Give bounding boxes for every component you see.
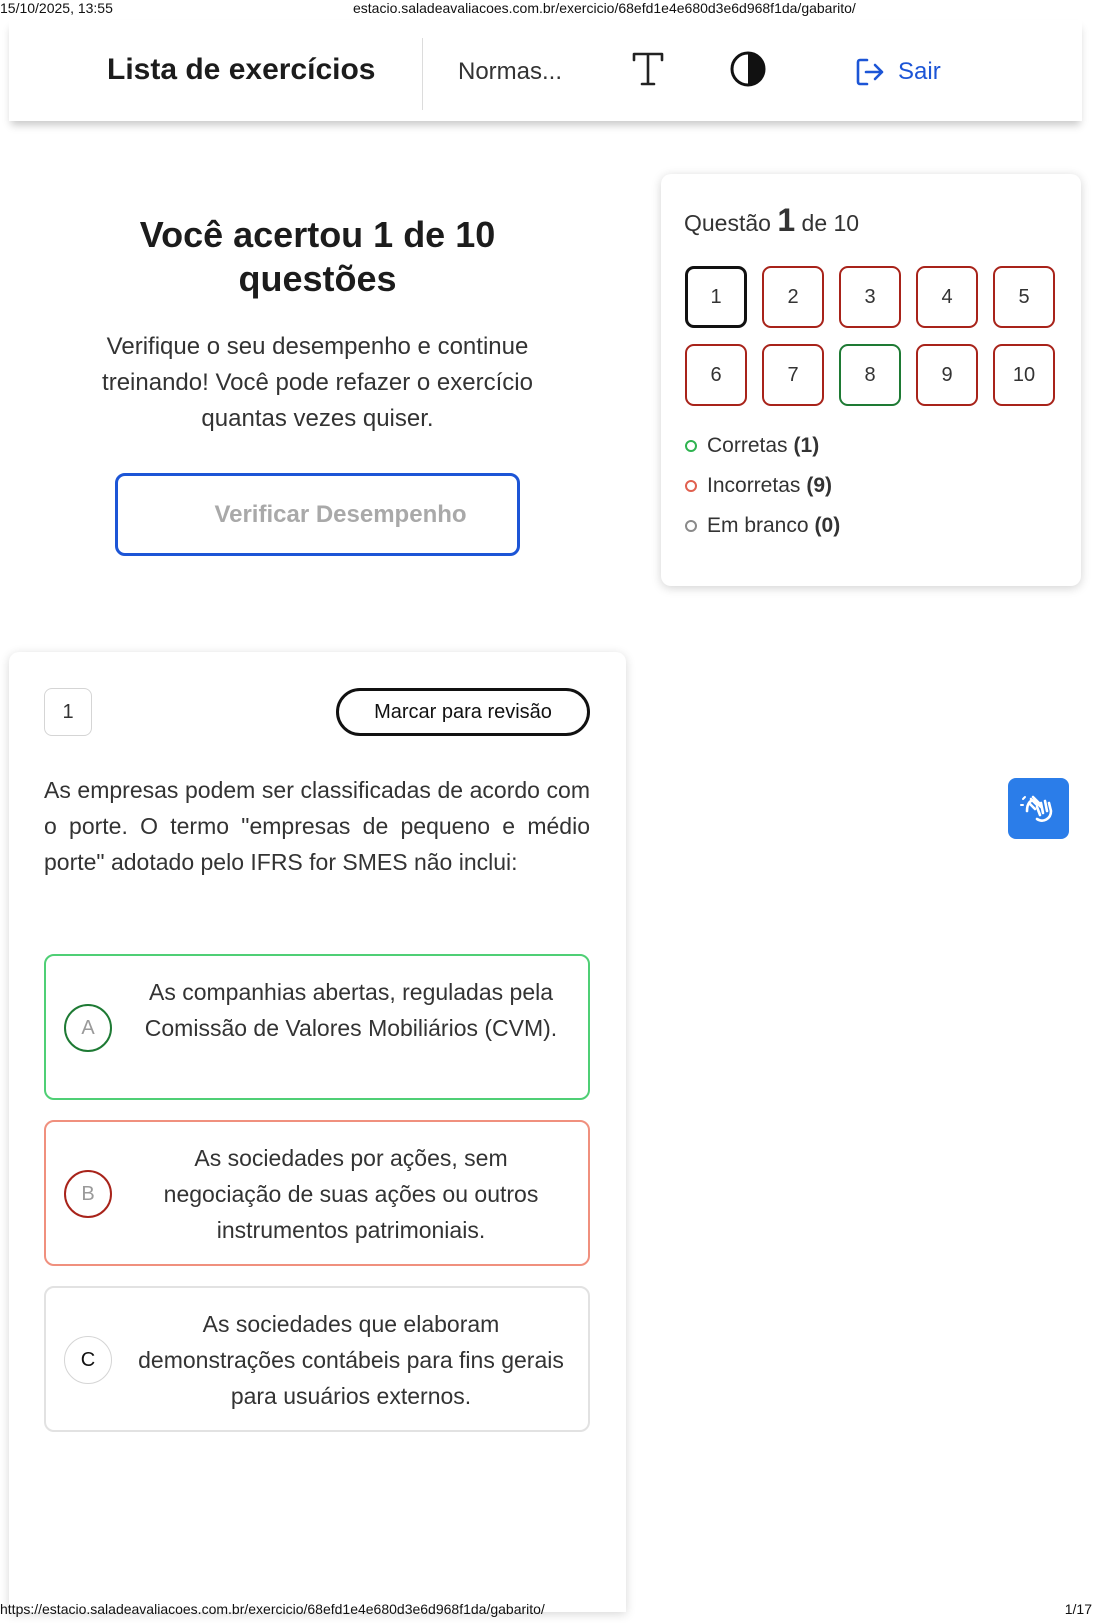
question-button-2[interactable]: 2 <box>762 266 824 328</box>
sign-language-button[interactable] <box>1008 778 1069 839</box>
legend-incorrect <box>685 466 840 506</box>
question-card <box>9 652 626 1612</box>
print-footer <box>0 1601 1094 1621</box>
question-button-7[interactable]: 7 <box>762 344 824 406</box>
legend-blank <box>685 506 840 546</box>
option-letter: B <box>64 1170 112 1218</box>
question-navigator <box>661 174 1081 586</box>
legend-blank-count: (0) <box>814 514 841 537</box>
option-c[interactable] <box>44 1286 590 1432</box>
print-url: estacio.saladeavaliacoes.com.br/exercicio/68efd1e4e680d3e6d968f1da/gabarito/ <box>353 0 856 16</box>
legend-correct-count: (1) <box>793 434 820 457</box>
option-text: As companhias abertas, reguladas pela Comissão de Valores Mobiliários (CVM). <box>144 979 558 1041</box>
subject-title[interactable]: Normas... <box>458 58 563 85</box>
print-footer-url: https://estacio.saladeavaliacoes.com.br/exercicio/68efd1e4e680d3e6d968f1da/gabarito/ <box>0 1601 545 1617</box>
print-timestamp: 15/10/2025, 13:55 <box>0 0 113 16</box>
legend-incorrect-count: (9) <box>806 474 833 497</box>
option-b[interactable] <box>44 1120 590 1266</box>
question-counter <box>684 202 859 239</box>
question-button-3[interactable]: 3 <box>839 266 901 328</box>
question-grid <box>685 266 1055 406</box>
correct-dot-icon <box>685 440 697 452</box>
verify-performance-button[interactable]: Verificar Desempenho <box>115 473 520 556</box>
mark-for-review-button[interactable]: Marcar para revisão <box>336 688 590 736</box>
header-divider <box>422 38 423 110</box>
result-message: Verifique o seu desempenho e continue treinando! Você pode refazer o exercício quantas vezes quiser. <box>102 333 533 432</box>
legend-correct <box>685 426 840 466</box>
app-header <box>9 20 1082 121</box>
print-header <box>0 0 1094 18</box>
result-summary <box>60 213 575 437</box>
question-button-6[interactable]: 6 <box>685 344 747 406</box>
option-text: As sociedades que elaboram demonstrações contábeis para fins gerais para usuários externos. <box>138 1311 564 1409</box>
font-size-icon[interactable] <box>631 50 665 88</box>
page-title: Lista de exercícios <box>107 53 376 86</box>
question-button-9[interactable]: 9 <box>916 344 978 406</box>
question-button-10[interactable]: 10 <box>993 344 1055 406</box>
status-legend <box>685 426 840 546</box>
option-letter: A <box>64 1004 112 1052</box>
contrast-icon[interactable] <box>729 50 767 88</box>
question-button-4[interactable]: 4 <box>916 266 978 328</box>
question-counter-prefix: Questão <box>684 210 771 236</box>
incorrect-dot-icon <box>685 480 697 492</box>
current-question-number: 1 <box>777 202 796 238</box>
option-a[interactable] <box>44 954 590 1100</box>
question-button-1[interactable]: 1 <box>685 266 747 328</box>
question-statement: As empresas podem ser classificadas de acordo com o porte. O termo "empresas de pequeno e médio porte" adotado pelo IFRS for SMES não inclui: <box>44 777 590 875</box>
question-button-8[interactable]: 8 <box>839 344 901 406</box>
question-number-badge: 1 <box>44 688 92 736</box>
option-letter: C <box>64 1336 112 1384</box>
sign-language-icon <box>1019 789 1059 829</box>
question-counter-suffix: de 10 <box>801 210 860 236</box>
print-page-number: 1/17 <box>1064 1601 1092 1617</box>
legend-correct-label: Corretas <box>707 434 788 457</box>
logout-icon <box>854 56 886 88</box>
legend-incorrect-label: Incorretas <box>707 474 801 497</box>
blank-dot-icon <box>685 520 697 532</box>
logout-label: Sair <box>898 58 941 85</box>
question-button-5[interactable]: 5 <box>993 266 1055 328</box>
logout-button[interactable] <box>854 54 941 90</box>
option-text: As sociedades por ações, sem negociação de suas ações ou outros instrumentos patrimoniais. <box>163 1145 539 1243</box>
legend-blank-label: Em branco <box>707 514 809 537</box>
result-heading: Você acertou 1 de 10 questões <box>139 214 496 299</box>
